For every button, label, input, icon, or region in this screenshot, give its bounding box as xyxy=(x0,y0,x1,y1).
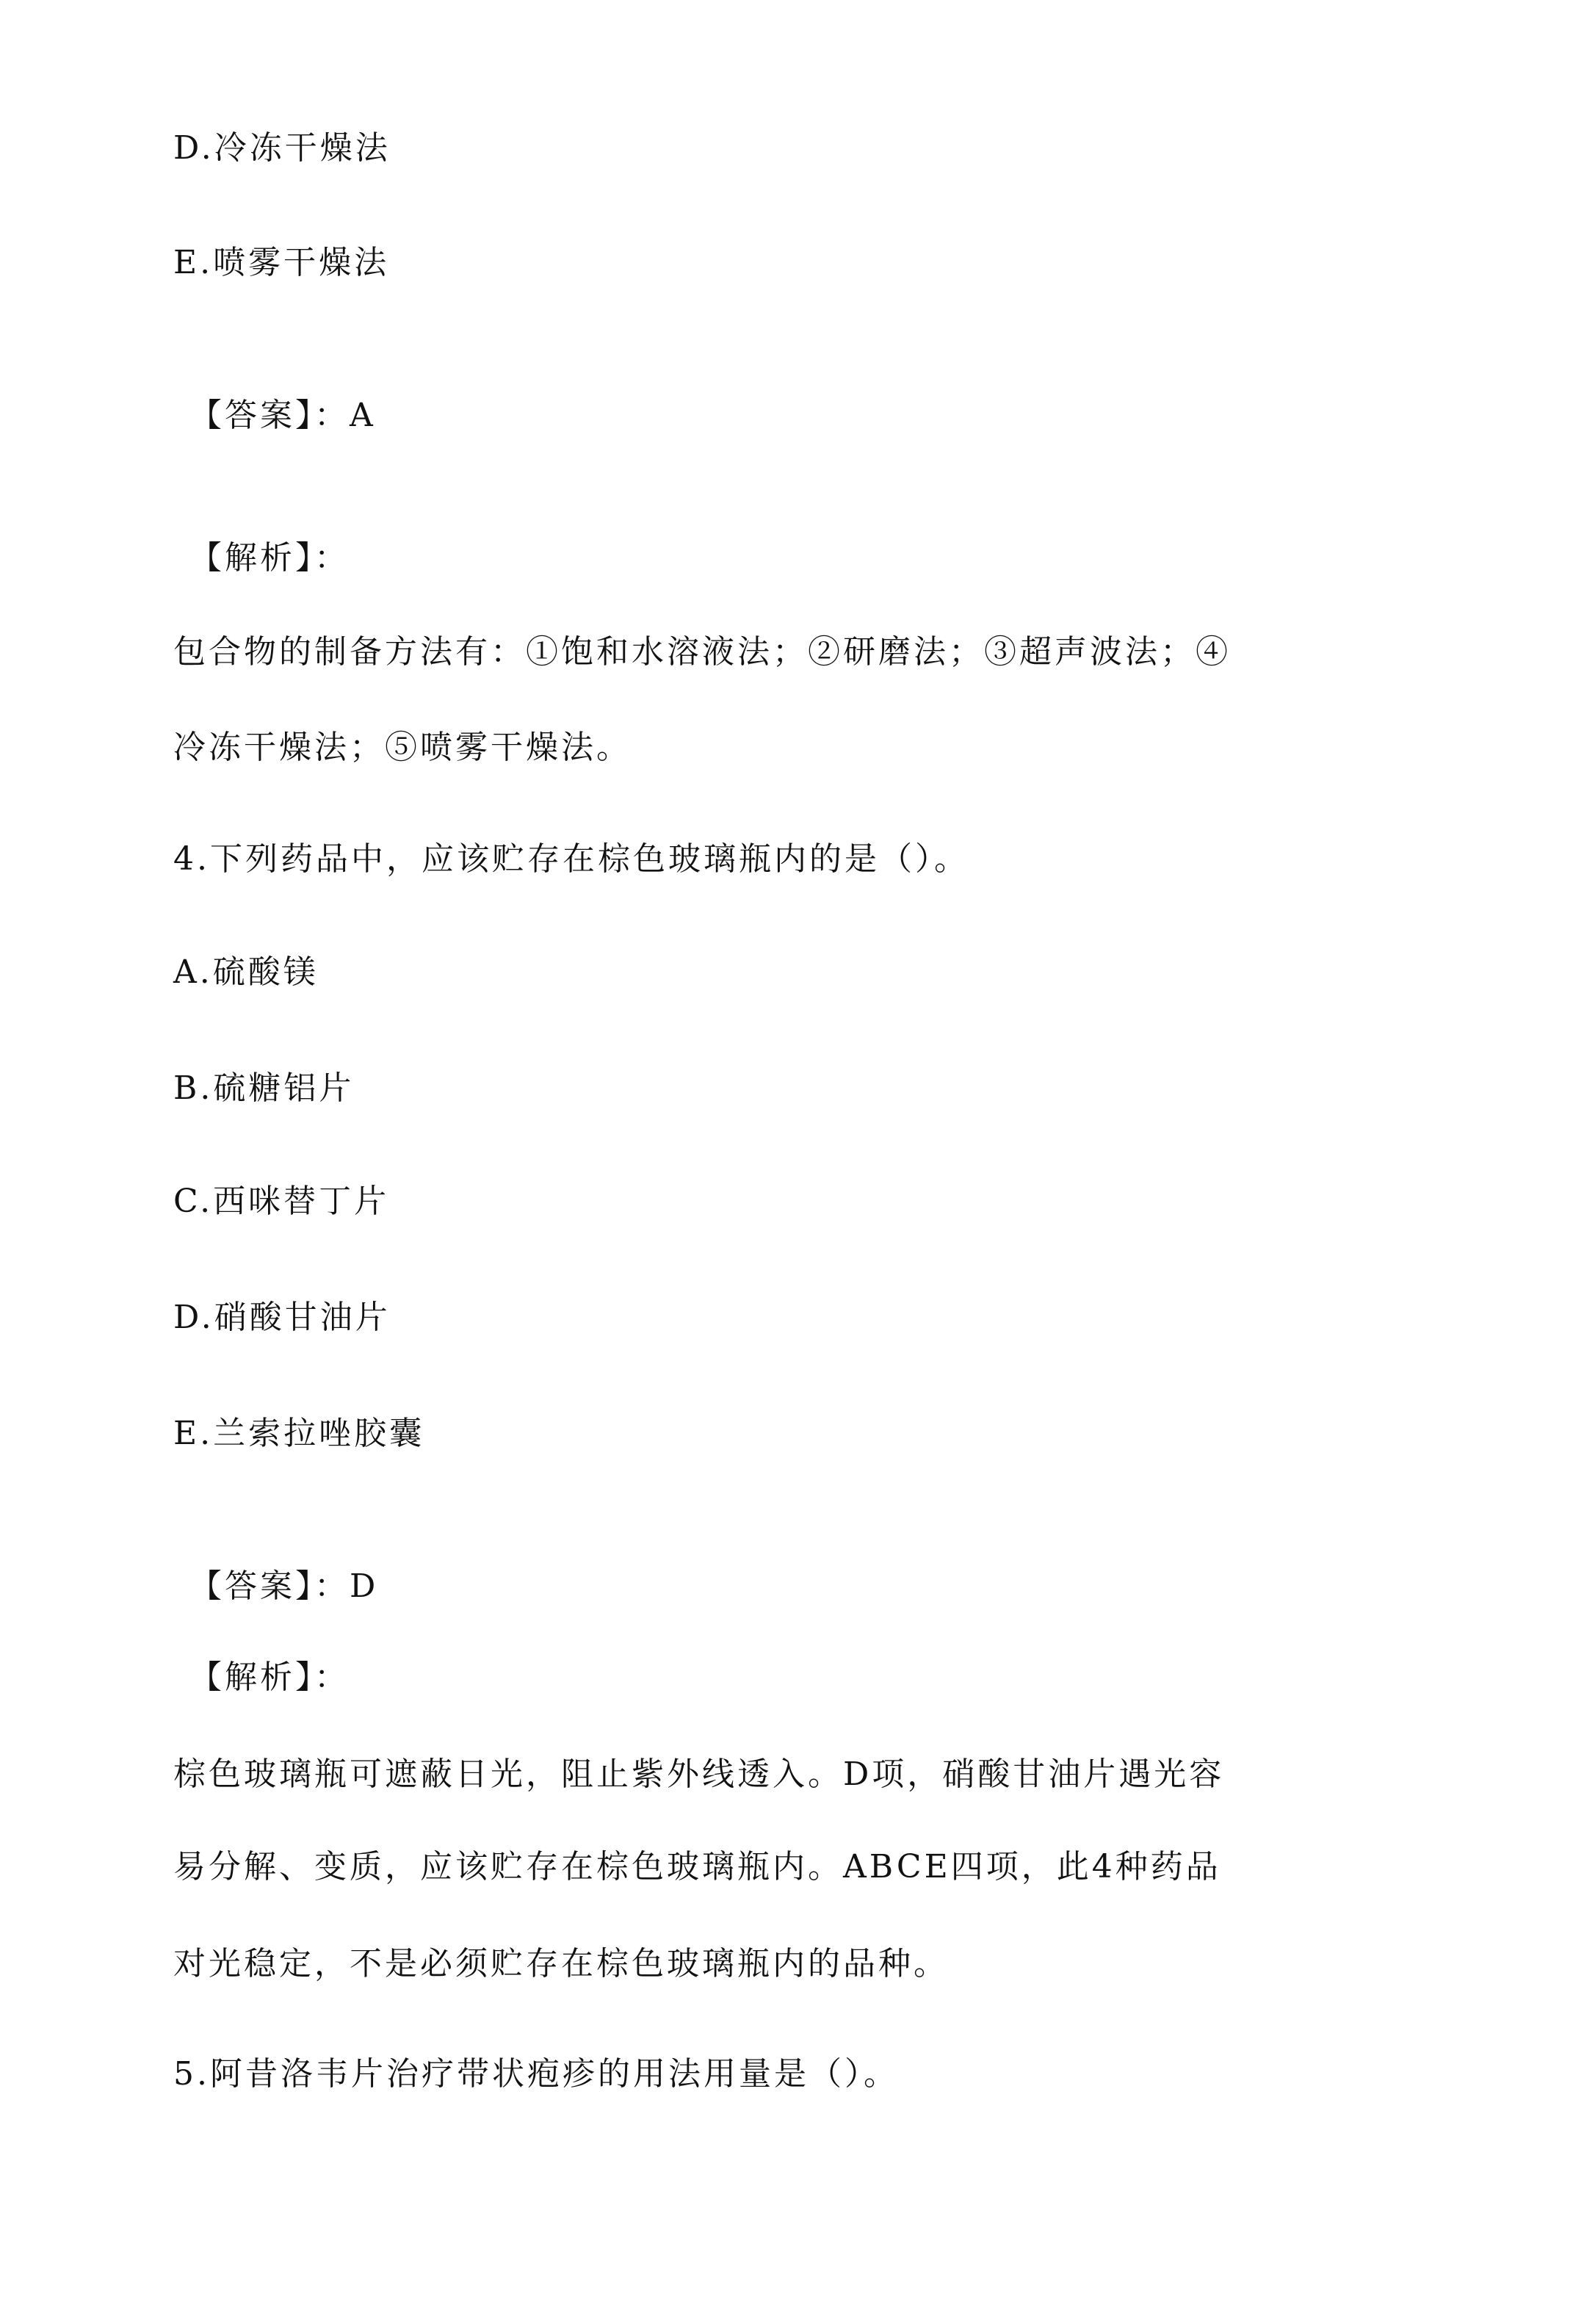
q4-option-b: B.硫糖铝片 xyxy=(173,1069,355,1107)
q3-analysis-line-1: 包合物的制备方法有：①饱和水溶液法；②研磨法；③超声波法；④ xyxy=(173,633,1231,671)
q3-option-e: E.喷雾干燥法 xyxy=(173,244,390,281)
q4-analysis-line-3: 对光稳定，不是必须贮存在棕色玻璃瓶内的品种。 xyxy=(173,1945,949,1982)
q3-answer: 【答案】：A xyxy=(189,397,376,434)
q3-analysis-label: 【解析】： xyxy=(189,539,350,577)
q4-option-d: D.硝酸甘油片 xyxy=(173,1299,391,1336)
q4-stem: 4.下列药品中，应该贮存在棕色玻璃瓶内的是（）。 xyxy=(173,840,969,878)
q5-stem: 5.阿昔洛韦片治疗带状疱疹的用法用量是（）。 xyxy=(173,2055,899,2093)
q4-answer: 【答案】：D xyxy=(189,1567,379,1605)
q4-option-c: C.西咪替丁片 xyxy=(173,1183,390,1220)
q3-option-d: D.冷冻干燥法 xyxy=(173,129,391,167)
q3-analysis-line-2: 冷冻干燥法；⑤喷雾干燥法。 xyxy=(173,729,632,766)
q4-analysis-line-2: 易分解、变质，应该贮存在棕色玻璃瓶内。ABCE四项，此4种药品 xyxy=(173,1848,1221,1885)
q4-analysis-label: 【解析】： xyxy=(189,1659,350,1696)
q4-option-e: E.兰索拉唑胶囊 xyxy=(173,1415,425,1452)
q4-option-a: A.硫酸镁 xyxy=(173,953,319,991)
q4-analysis-line-1: 棕色玻璃瓶可遮蔽日光，阻止紫外线透入。D项，硝酸甘油片遇光容 xyxy=(173,1755,1225,1793)
